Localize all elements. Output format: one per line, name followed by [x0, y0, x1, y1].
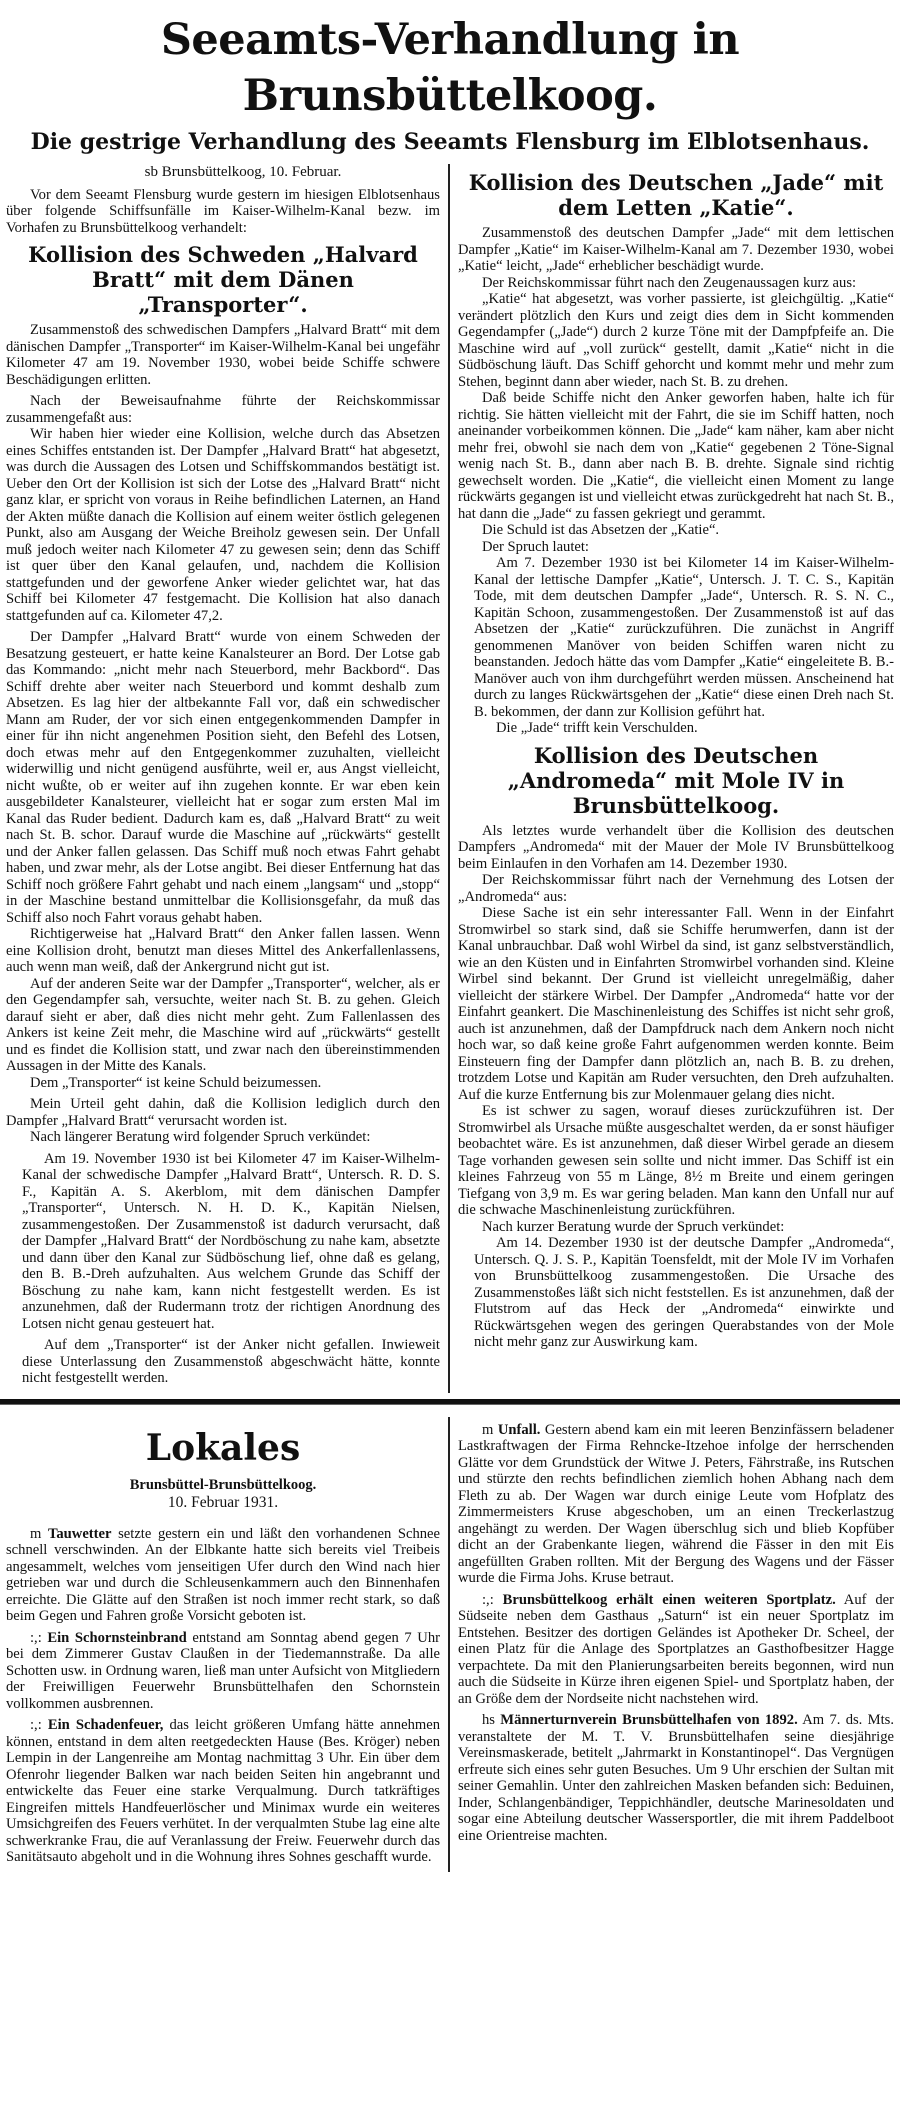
paragraph: Daß beide Schiffe nicht den Anker geworfen haben, halte ich für richtig. Sie hätten vielleicht mit der Fahrt, die sie im Schiff hatten, noch aneinander vorbeikommen können. Die „Jade“ kam näher, kam aber nicht mehr frei, obwohl sie nach dem von „Katie“ gegebenen 2 Töne-Signal wenig nach St. B., dann aber nach B. B. drehte. Signale sind richtig gewechselt worden. Die „Katie“, die vielleicht einen Moment zu lange rückwärts gegangen ist und vielleicht etwas zurückgedreht hat nach St. B., hat dann die „Jade“ zu fassen gekriegt und gerammt. — [458, 390, 894, 522]
lokales-heading: Lokales — [145, 1426, 301, 1469]
paragraph: Vor dem Seeamt Flensburg wurde gestern im hiesigen Elblotsenhaus über folgende Schiffsunfälle im Kaiser-Wilhelm-Kanal bezw. im Vorhafen zu Brunsbüttelkoog verhandelt: — [6, 186, 440, 236]
paragraph: Richtigerweise hat „Halvard Bratt“ den Anker fallen lassen. Wenn eine Kollision droht, benutzt man dieses Mittel des Ankerfallenlassens, auch wenn man weiß, daß der Ankergrund nicht gut ist. — [6, 926, 440, 975]
left-top-body — [6, 187, 440, 1387]
item-text: setzte gestern ein und läßt den vorhandenen Schnee schnell verschwinden. An der Elbkante hatte sich bereits viel Treibeis angesammelt, welches vom jenseitigen Ufer durch den Wind nach hier getrieben war und durch die Schleusenkammern auch den Binnenhafen erreichte. Die Glätte auf den Straßen ist noch immer recht stark, so daß beim Gegen und Fahren große Vorsicht geboten ist. — [6, 1525, 440, 1624]
item-headline: Ein Schornsteinbrand — [47, 1629, 187, 1646]
paragraph: Wir haben hier wieder eine Kollision, welche durch das Absetzen eines Schiffes entstanden ist. Der Dampfer „Halvard Bratt“ hat abgesetzt, was durch die Aussagen des Lotsen und Schiffskommandos bestätigt ist. Ueber den Ort der Kollision ist sich der Lotse des „Halvard Bratt“ nicht ganz klar, er spricht von voraus in Reihe befindlichen Laternen, an Hand der Akten müßte danach die Kollision auf einem weiter östlich gelegenen Punkt, also am Ausgang der Weiche Breiholz gewesen sein. Der Unfall muß jedoch weiter nach Kilometer 47 zu gewesen sein; denn das Schiff ist quer über den Kanal gelaufen, und, nachdem die Kollision stattgefunden und der geworfene Anker wieder gelichtet war, hat das Schiff bei Kilometer 47 festgemacht. Die Kollision hat also danach stattgefunden auf ca. Kilometer 47,2. — [6, 426, 440, 624]
article-column-left — [0, 164, 450, 1393]
right-top-body — [458, 170, 894, 1351]
paragraph: Die „Jade“ trifft kein Verschulden. — [496, 720, 698, 736]
paragraph: Am 14. Dezember 1930 ist der deutsche Dampfer „Andromeda“, Untersch. Q. J. S. P., Kapitän Toensfeldt, mit der Mole IV im Vorhafen von Brunsbüttelkoog zusammengestoßen. Die Ursache des Zusammenstoßes läßt sich nicht feststellen. Es ist anzunehmen, daß der Flutstrom auf das Heck der „Andromeda“ einwirkte und Rückwärtsgehen wegen des geringen Querabstandes von der Mole nicht mehr ganz zur Auswirkung kam. — [474, 1235, 894, 1350]
paragraph: Zusammenstoß des deutschen Dampfer „Jade“ mit dem lettischen Dampfer „Katie“ im Kaiser-Wilhelm-Kanal am 7. Dezember 1930, wobei „Katie“ leicht, „Jade“ erheblicher beschädigt wurde. — [458, 225, 894, 274]
news-item — [458, 1592, 894, 1708]
section-heading: Kollision des Schweden „Halvard Bratt“ mit dem Dänen „Transporter“. — [28, 242, 418, 317]
lokales-row — [0, 1417, 900, 1872]
paragraph: Als letztes wurde verhandelt über die Kollision des deutschen Dampfers „Andromeda“ mit der Mauer der Mole IV Brunsbüttelkoog beim Einlaufen in den Vorhafen am 14. Dezember 1930. — [458, 822, 894, 872]
paragraph: Der Dampfer „Halvard Bratt“ wurde von einem Schweden der Besatzung gesteuert, er hatte keine Kanalsteurer an Bord. Der Lotse gab das Kommando: „nicht mehr nach Steuerbord, mehr Backbord“. Das Schiff drehte aber weiter nach Steuerbord und kommt deshalb zum Absetzen. Es lag hier der altbekannte Fall vor, daß ein schwedischer Mann am Ruder, der vor sich einen entgegenkommenden Dampfer in einer für ihn nicht angenehmen Position sieht, den Befehl des Lotsen, doch etwas mehr auf den Entgegenkommer zuzuhalten, vielleicht widerwillig und nicht genügend ausführte, weil er, aus Angst vielleicht, nicht wußte, ob er weiter auf ihn zugehen konnte. Er war eben kein ausgebildeter Kanalsteurer, vielleicht hat er sogar zum ersten Mal im Kanal das Ruder bedient. Dadurch kam es, daß „Halvard Bratt“ zu weit nach St. B. schor. Darauf wurde die Maschine auf „rückwärts“ gestellt und der Anker fallen gelassen. Das Schiff muß noch etwas Fahrt gehabt haben, und zwar mehr, als der Lotse angibt. Bei dieser Entfernung hat das Schiff noch größere Fahrt gehabt und nach einem „langsam“ und „stopp“ in der Maschine bestand unmittelbar die Kollisionsgefahr, da muß das Schiff also noch Fahrt voraus gehabt haben. — [6, 629, 440, 926]
lokales-date: 10. Februar 1931. — [167, 1494, 279, 1511]
paragraph: Die Schuld ist das Absetzen der „Katie“. — [482, 522, 720, 538]
paragraph: Nach der Beweisaufnahme führte der Reichskommissar zusammengefaßt aus: — [6, 393, 440, 426]
section-divider — [0, 1399, 900, 1405]
paragraph: Auf der anderen Seite war der Dampfer „Transporter“, welcher, als er den Gegendampfer sah, versuchte, weiter nach St. B. zu gehen. Gleich darauf sieht er aber, daß dies nicht mehr geht. Zum Fallenlassen des Ankers ist keine Zeit mehr, die Maschine wird auf „rückwärts“ gestellt und es findet die Kollision statt, und zwar nach den übereinstimmenden Aussagen in der Mitte des Kanals. — [6, 975, 440, 1074]
paragraph: „Katie“ hat abgesetzt, was vorher passierte, ist gleichgültig. „Katie“ verändert plötzlich den Kurs und zeigt dies dem in Sicht kommenden Gegendampfer („Jade“) durch 2 kurze Töne mit der Dampfpfeife an. Die Maschine wird auf „voll zurück“ gestellt, damit „Katie“ nicht in die Südböschung läuft. Das Schiff gehorcht und kommt mehr und mehr zum Stehen, beginnt dann aber wieder, nach St. B. zu drehen. — [458, 291, 894, 390]
page-title: Seeamts-Verhandlung in Brunsbüttelkoog. — [160, 15, 740, 121]
item-headline: Unfall. — [497, 1421, 541, 1438]
item-headline: Männerturnverein Brunsbüttelhafen von 1892. — [500, 1712, 798, 1728]
item-text: das leicht größeren Umfang hätte annehmen können, entstand in dem alten reetgedeckten Hause (Bes. Kröger) neben Lempin in der Langenreihe am Montag nachmittag 3 Uhr. Ein über dem Ofenrohr liegender Balken war nach beiden Seiten hin angebrannt und entwickelte das Feuer eine starke Verqualmung. Durch tatkräftiges Eingreifen mittels Handfeuerlöscher und Minimax wurde ein weiteres Umsichgreifen des Feuers verhütet. In der verqualmten Stube lag eine alte schwerkranke Frau, die auf Veranlassung der Freiw. Feuerwehr durch das Sanitätsauto abgeholt und in die Wohnung ihres Sohnes geschafft wurde. — [6, 1717, 440, 1865]
lokales-place: Brunsbüttel-Brunsbüttelkoog. — [129, 1476, 317, 1493]
page-subtitle: Die gestrige Verhandlung des Seeamts Flensburg im Elblotsenhaus. — [30, 129, 870, 155]
item-text: Gestern abend kam ein mit leeren Benzinfässern beladener Lastkraftwagen der Firma Rehncke-Itzehoe infolge der herrschenden Glätte vor dem Grundstück der Witwe J. Peters, Fährstraße, ins Rutschen und stürzte den rechts befindlichen ziemlich hohen Abhang nach dem Fleth zu ab. Der Wagen war durch einige Leute vom Hofplatz des Zimmermeisters Kruse abgeschoben, um an einen Treckerlastzug angehängt zu werden. Der Wagen überschlug sich und blieb Kopfüber dicht an der Grabenkante liegen, während die Fässer in den mit Eis angefüllten Graben rollten. Mit der Bergung des Wagens und der Fässer wurde die Firma Johs. Kruse betraut. — [458, 1421, 895, 1586]
paragraph: Am 19. November 1930 ist bei Kilometer 47 im Kaiser-Wilhelm-Kanal der schwedische Dampfer „Halvard Bratt“, Untersch. R. D. S. F., Kapitän A. S. Akerblom, mit dem dänischen Dampfer „Transporter“, Untersch. N. H. D. K., Kapitän Nielsen, zusammengestoßen. Der Zusammenstoß ist dadurch verursacht, daß der Dampfer „Halvard Bratt“ der Nordböschung zu nahe kam, absetzte und dann über den Kanal zur Südböschung lief, ohne daß es gelang, den B. B.-Dreh aufzuhalten. Aus welchem Grunde das Schiff der Böschung zu nahe kam, kann nicht festgestellt werden. Es ist anzunehmen, daß der Rudermann trotz der richtigen Anordnung des Lotsen nicht genau gesteuert hat. — [22, 1150, 440, 1332]
author-mark: :,: — [30, 1629, 48, 1646]
item-text: entstand am Sonntag abend gegen 7 Uhr bei dem Zimmerer Gustav Claußen in der Tiedemannstraße. Da alle Schotten usw. in Ordnung waren, ließ man unter Aufsicht von Mitgliedern der Freiwilligen Feuerwehr Brunsbüttelhafen den Schornstein vollkommen ausbrennen. — [6, 1629, 441, 1712]
paragraph: Am 7. Dezember 1930 ist bei Kilometer 14 im Kaiser-Wilhelm-Kanal der lettische Dampfer „Katie“, Untersch. J. T. C. S., Kapitän Tode, mit dem deutschen Dampfer „Jade“, Untersch. R. S. N. C., Kapitän Schoon, zusammengestoßen. Der Zusammenstoß ist auf das Absetzen der „Katie“ zurückzuführen. Die zunächst in Angriff genommenen Manöver von beiden Schiffen waren nicht zu beanstanden. Jedoch hätte das vom Dampfer „Katie“ eingeleitete B. B.-Manöver auch von ihm durchgeführt werden müssen. Anscheinend hat durch zu langes Rückwärtsgehen der „Katie“ diese einen Dreh nach St. B. bekommen, der dann zur Kollision geführt hat. — [474, 555, 894, 720]
author-mark: :,: — [482, 1591, 503, 1608]
lokales-left-body — [6, 1526, 440, 1866]
author-mark: m — [482, 1421, 498, 1438]
item-headline: Ein Schadenfeuer, — [47, 1717, 164, 1733]
item-text: Am 7. ds. Mts. veranstaltete der M. T. V. Brunsbüttelhafen seine diesjährige Vereinsmaskerade, betitelt „Jahrmarkt in Konstantinopel“. Das Vergnügen erfreute sich eines sehr guten Besuches. Um 9 Uhr erschien der Sultan mit seiner Gemahlin. Unter den zahlreichen Masken befanden sich: Beduinen, Inder, Schlangenbändiger, Teppichhändler, deutsche Marinesoldaten und sogar eine Abteilung deutscher Wassersportler, die mit ihrem Paddelboot eine Orientreise machten. — [458, 1712, 895, 1844]
paragraph: Der Reichskommissar führt nach der Vernehmung des Lotsen der „Andromeda“ aus: — [458, 872, 894, 905]
paragraph: Der Reichskommissar führt nach den Zeugenaussagen kurz aus: — [482, 274, 857, 291]
section-heading: Kollision des Deutschen „Andromeda“ mit Mole IV in Brunsbüttelkoog. — [507, 742, 845, 818]
author-mark: :,: — [30, 1717, 48, 1733]
news-item — [6, 1526, 440, 1625]
paragraph: Nach kurzer Beratung wurde der Spruch verkündet: — [482, 1218, 785, 1235]
masthead — [0, 0, 900, 156]
news-item — [458, 1422, 894, 1587]
paragraph: Nach längerer Beratung wird folgender Spruch verkündet: — [30, 1129, 371, 1145]
item-headline: Brunsbüttelkoog erhält einen weiteren Sportplatz. — [502, 1591, 836, 1608]
paragraph: Auf dem „Transporter“ ist der Anker nicht gefallen. Inwieweit diese Unterlassung den Zusammenstoß abgeschwächt hätte, konnte nicht festgestellt werden. — [22, 1337, 440, 1386]
lokales-right-body — [458, 1422, 894, 1845]
article-row — [0, 164, 900, 1393]
paragraph: Diese Sache ist ein sehr interessanter Fall. Wenn in der Einfahrt Stromwirbel so stark sind, daß sie Schiffe herumwerfen, dann ist der Kanal unbrauchbar. Daß wohl Wirbel da sind, ist ganz selbstverständlich, wie an den Küsten und in Einfahrten Stromwirbel vorhanden sind. Kleine Wirbel sind bekannt. Der Grund ist vielleicht unregelmäßig, daher vielleicht der stärkere Wirbel. Der Dampfer „Andromeda“ hatte vor der Einfahrt geankert. Die Maschinenleistung des Schiffes ist nicht sehr groß, auch ist anzunehmen, daß der Dampfdruck nach dem Ankern noch nicht hoch war, so daß keine große Fahrt aufgenommen werden konnte. Beim Einsteuern fing der Dampfer dann plötzlich an, nach B. B. zu drehen, trotzdem Lotse und Kapitän am Ruder versuchten, den Dreh aufzuhalten. Auf die kurze Entfernung bis zur Molenmauer gelang dies nicht. — [458, 905, 894, 1103]
item-headline: Tauwetter — [47, 1525, 112, 1542]
news-item — [6, 1717, 440, 1866]
paragraph: Mein Urteil geht dahin, daß die Kollision lediglich durch den Dampfer „Halvard Bratt“ verursacht worden ist. — [6, 1096, 440, 1129]
paragraph: Es ist schwer zu sagen, worauf dieses zurückzuführen ist. Der Stromwirbel als Ursache müßte ausgeschaltet werden, da er sonst häufiger beobachtet wäre. Es ist anzunehmen, daß dieser Wirbel gerade an diesem Tage vorhanden gewesen sein sollte und nicht immer. Das Schiff ist ein kleines Fahrzeug von 55 m Länge, 8½ m Breite und einem geringen Tiefgang von 3,9 m. Es war gering beladen. Man kann den Unfall nur auf die schwache Maschinenleistung zurückführen. — [458, 1103, 894, 1218]
lokales-column-left — [0, 1417, 450, 1872]
news-item — [458, 1712, 894, 1844]
news-item — [6, 1630, 440, 1713]
author-mark: m — [30, 1525, 48, 1542]
lokales-column-right — [450, 1417, 900, 1872]
paragraph: Dem „Transporter“ ist keine Schuld beizumessen. — [30, 1074, 322, 1091]
article-column-right — [450, 164, 900, 1393]
paragraph: Der Spruch lautet: — [482, 538, 589, 555]
dateline: sb Brunsbüttelkoog, 10. Februar. — [144, 164, 342, 180]
paragraph: Zusammenstoß des schwedischen Dampfers „Halvard Bratt“ mit dem dänischen Dampfer „Transporter“ im Kaiser-Wilhelm-Kanal bei ungefähr Kilometer 47 am 19. November 1930, wobei beide Schiffe schwere Beschädigungen erlitten. — [6, 322, 440, 388]
section-heading: Kollision des Deutschen „Jade“ mit dem Letten „Katie“. — [468, 170, 884, 220]
author-mark: hs — [482, 1712, 501, 1728]
item-text: Auf der Südseite neben dem Gasthaus „Saturn“ ist ein neuer Sportplatz im Entstehen. Besitzer des dortigen Geländes ist Apotheker Dr. Scheel, der einen Platz für die Anlage des Sportplatzes an Gasthofbesitzer Hagge verpachtete. Da mit den Planierungsarbeiten bereits begonnen, wird nun auch die Südseite in Kürze ihren eigenen Spiel- und Sportplatz haben, der an Größe dem der Nordseite nicht nachstehen wird. — [458, 1591, 894, 1707]
